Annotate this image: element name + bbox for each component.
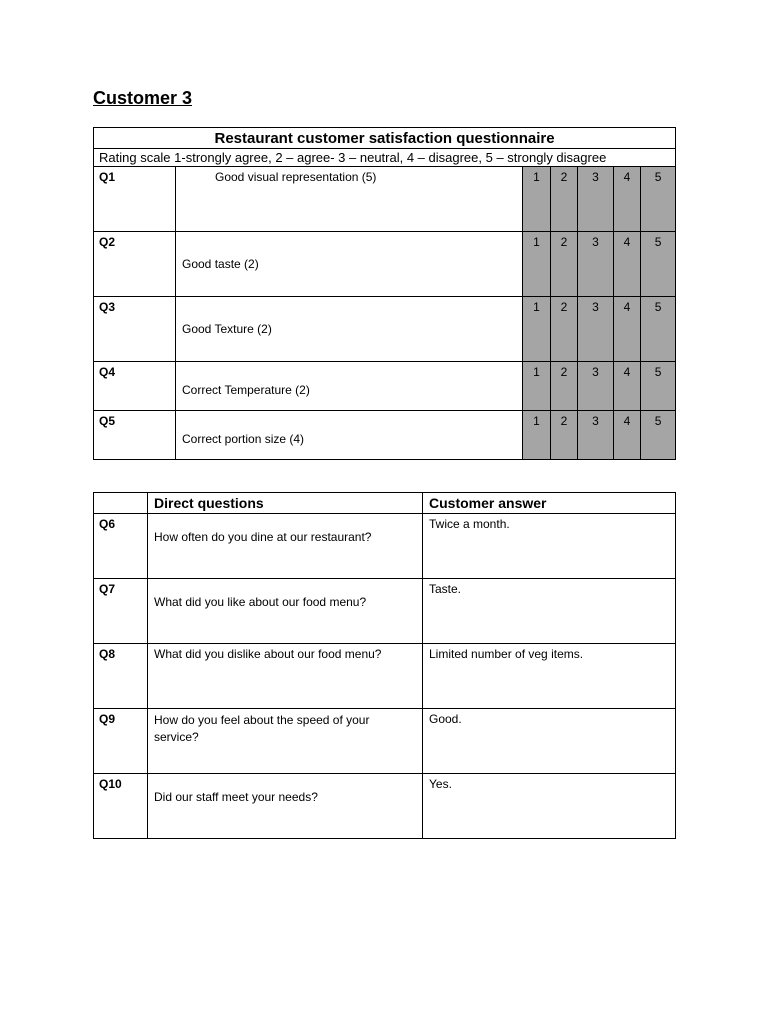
customer-answer: Limited number of veg items. bbox=[423, 644, 676, 709]
question-text: Good taste (2) bbox=[176, 232, 523, 297]
rating-option-2[interactable]: 2 bbox=[551, 362, 578, 411]
rating-option-1[interactable]: 1 bbox=[523, 362, 551, 411]
table-row bbox=[94, 232, 676, 297]
question-number: Q8 bbox=[94, 644, 148, 709]
table-row bbox=[94, 362, 676, 411]
question-text: Good visual representation (5) bbox=[176, 167, 523, 232]
customer-answer: Good. bbox=[423, 709, 676, 774]
rating-option-5[interactable]: 5 bbox=[641, 167, 676, 232]
rating-option-2[interactable]: 2 bbox=[551, 232, 578, 297]
question-number: Q3 bbox=[94, 297, 176, 362]
direct-questions-table bbox=[93, 492, 676, 839]
question-number: Q4 bbox=[94, 362, 176, 411]
rating-option-3[interactable]: 3 bbox=[578, 167, 614, 232]
customer-answer: Twice a month. bbox=[423, 514, 676, 579]
rating-option-2[interactable]: 2 bbox=[551, 167, 578, 232]
rating-option-2[interactable]: 2 bbox=[551, 297, 578, 362]
rating-option-5[interactable]: 5 bbox=[641, 362, 676, 411]
question-text: How do you feel about the speed of your service? bbox=[148, 709, 423, 774]
header-empty-cell bbox=[94, 493, 148, 514]
rating-option-5[interactable]: 5 bbox=[641, 411, 676, 460]
question-text: Correct Temperature (2) bbox=[176, 362, 523, 411]
question-text: Correct portion size (4) bbox=[176, 411, 523, 460]
header-direct-questions: Direct questions bbox=[148, 493, 423, 514]
question-number: Q9 bbox=[94, 709, 148, 774]
customer-answer: Taste. bbox=[423, 579, 676, 644]
rating-option-5[interactable]: 5 bbox=[641, 297, 676, 362]
rating-option-1[interactable]: 1 bbox=[523, 167, 551, 232]
table-row bbox=[94, 411, 676, 460]
question-number: Q7 bbox=[94, 579, 148, 644]
question-text: How often do you dine at our restaurant? bbox=[148, 514, 423, 579]
table-row bbox=[94, 579, 676, 644]
table-row bbox=[94, 167, 676, 232]
question-text: Did our staff meet your needs? bbox=[148, 774, 423, 839]
question-number: Q1 bbox=[94, 167, 176, 232]
table-row bbox=[94, 514, 676, 579]
rating-scale-text: Rating scale 1-strongly agree, 2 – agree- 3 – neutral, 4 – disagree, 5 – strongly disagree bbox=[94, 149, 676, 167]
question-number: Q2 bbox=[94, 232, 176, 297]
table-row bbox=[94, 709, 676, 774]
rating-option-3[interactable]: 3 bbox=[578, 297, 614, 362]
rating-option-5[interactable]: 5 bbox=[641, 232, 676, 297]
rating-option-4[interactable]: 4 bbox=[614, 297, 641, 362]
rating-option-2[interactable]: 2 bbox=[551, 411, 578, 460]
question-number: Q6 bbox=[94, 514, 148, 579]
rating-option-1[interactable]: 1 bbox=[523, 411, 551, 460]
question-number: Q5 bbox=[94, 411, 176, 460]
rating-table-title-row bbox=[94, 128, 676, 149]
direct-table-header-row bbox=[94, 493, 676, 514]
question-text: What did you dislike about our food menu? bbox=[148, 644, 423, 709]
header-customer-answer: Customer answer bbox=[423, 493, 676, 514]
rating-option-1[interactable]: 1 bbox=[523, 297, 551, 362]
rating-table-title: Restaurant customer satisfaction questionnaire bbox=[94, 128, 676, 149]
rating-option-3[interactable]: 3 bbox=[578, 232, 614, 297]
rating-option-1[interactable]: 1 bbox=[523, 232, 551, 297]
rating-scale-row bbox=[94, 149, 676, 167]
question-text: What did you like about our food menu? bbox=[148, 579, 423, 644]
question-text: Good Texture (2) bbox=[176, 297, 523, 362]
rating-option-4[interactable]: 4 bbox=[614, 362, 641, 411]
rating-option-4[interactable]: 4 bbox=[614, 232, 641, 297]
page-title: Customer 3 bbox=[93, 88, 193, 108]
rating-option-4[interactable]: 4 bbox=[614, 411, 641, 460]
rating-option-3[interactable]: 3 bbox=[578, 411, 614, 460]
question-number: Q10 bbox=[94, 774, 148, 839]
table-row bbox=[94, 297, 676, 362]
rating-option-4[interactable]: 4 bbox=[614, 167, 641, 232]
table-row bbox=[94, 644, 676, 709]
table-row bbox=[94, 774, 676, 839]
rating-table bbox=[93, 127, 676, 460]
rating-option-3[interactable]: 3 bbox=[578, 362, 614, 411]
customer-answer: Yes. bbox=[423, 774, 676, 839]
